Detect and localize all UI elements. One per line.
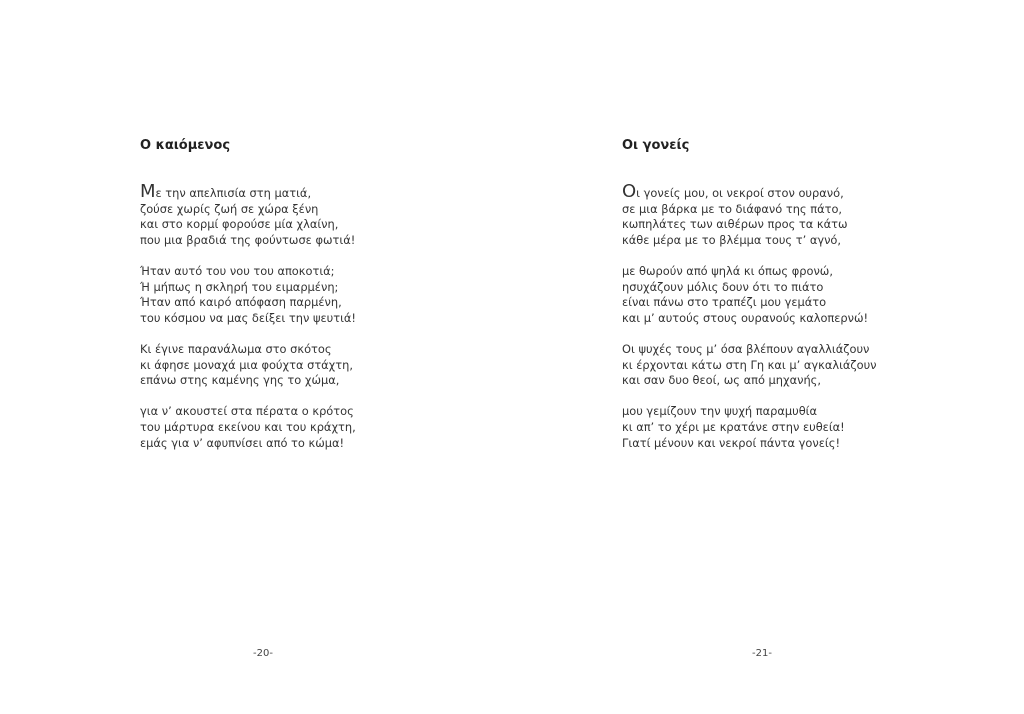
stanza xyxy=(622,264,877,326)
poem-line: και στο κορμί φορούσε μία χλαίνη, xyxy=(140,217,339,232)
page-number: -21- xyxy=(752,648,772,659)
poem-line: με θωρούν από ψηλά κι όπως φρονώ, xyxy=(622,263,833,278)
stanza xyxy=(622,404,877,451)
poem-line: ησυχάζουν μόλις δουν ότι το πιάτο xyxy=(622,279,824,294)
poem-line: ζούσε χωρίς ζωή σε χώρα ξένη xyxy=(140,201,319,216)
poem-line: εμάς για ν’ αφυπνίσει από το κώμα! xyxy=(140,435,345,450)
stanza xyxy=(622,342,877,389)
poem-body xyxy=(622,181,877,467)
stanza xyxy=(140,342,356,389)
poem-line: Ήταν αυτό του νου του αποκοτιά; xyxy=(140,263,335,278)
poem-line: για ν’ ακουστεί στα πέρατα ο κρότος xyxy=(140,404,354,419)
poem-line: επάνω στης καμένης γης το χώμα, xyxy=(140,373,340,388)
poem-line: του κόσμου να μας δείξει την ψευτιά! xyxy=(140,310,356,325)
poem-line-first xyxy=(140,181,356,202)
poem-line: είναι πάνω στο τραπέζι μου γεμάτο xyxy=(622,295,827,310)
poem-line: που μια βραδιά της φούντωσε φωτιά! xyxy=(140,232,356,247)
right-page xyxy=(512,0,1024,714)
page-number: -20- xyxy=(253,648,273,659)
poem-line: Οι ψυχές τους μ’ όσα βλέπουν αγαλλιάζουν xyxy=(622,341,870,356)
poem-line-text: ε την απελπισία στη ματιά, xyxy=(155,186,312,200)
poem-line: του μάρτυρα εκείνου και του κράχτη, xyxy=(140,419,356,434)
drop-cap: Ο xyxy=(622,181,637,202)
poem-line-text: ι γονείς μου, οι νεκροί στον ουρανό, xyxy=(636,186,844,200)
poem-body xyxy=(140,181,356,467)
poem-title: Οι γονείς xyxy=(622,138,690,153)
stanza xyxy=(140,404,356,451)
poem-line: σε μια βάρκα με το διάφανό της πάτο, xyxy=(622,201,843,216)
poem-line: και σαν δυο θεοί, ως από μηχανής, xyxy=(622,373,821,388)
poem-line: κι έρχονται κάτω στη Γη και μ’ αγκαλιάζουν xyxy=(622,357,877,372)
poem-title: Ο καιόμενος xyxy=(140,138,231,153)
stanza xyxy=(622,181,877,248)
poem-line: μου γεμίζουν την ψυχή παραμυθία xyxy=(622,404,818,419)
poem-line: Ήταν από καιρό απόφαση παρμένη, xyxy=(140,295,342,310)
poem-line: κι απ’ το χέρι με κρατάνε στην ευθεία! xyxy=(622,419,845,434)
stanza xyxy=(140,181,356,248)
poem-line: και μ’ αυτούς στους ουρανούς καλοπερνώ! xyxy=(622,310,869,325)
poem-line: κι άφησε μοναχά μια φούχτα στάχτη, xyxy=(140,357,353,372)
poem-line: κάθε μέρα με το βλέμμα τους τ’ αγνό, xyxy=(622,232,842,247)
poem-line: κωπηλάτες των αιθέρων προς τα κάτω xyxy=(622,217,848,232)
drop-cap: Μ xyxy=(140,181,156,202)
poem-line: Ή μήπως η σκληρή του ειμαρμένη; xyxy=(140,279,339,294)
poem-line: Γιατί μένουν και νεκροί πάντα γονείς! xyxy=(622,435,841,450)
poem-line-first xyxy=(622,181,877,202)
poem-line: Κι έγινε παρανάλωμα στο σκότος xyxy=(140,341,332,356)
stanza xyxy=(140,264,356,326)
